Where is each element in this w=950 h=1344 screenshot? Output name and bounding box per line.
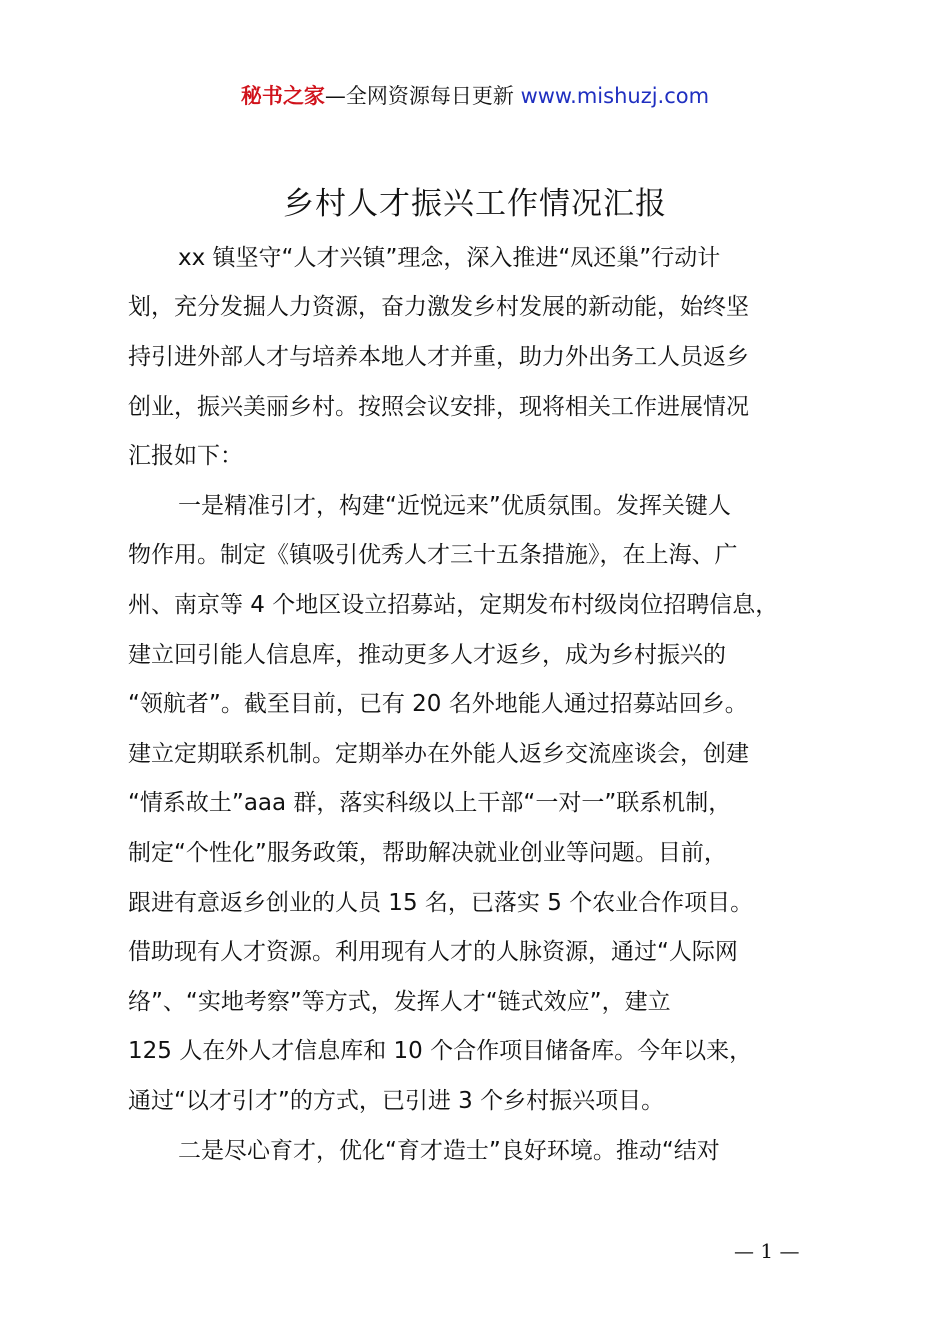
site-url-link[interactable]: www.mishuzj.com xyxy=(520,84,710,108)
text-line: 持引进外部人才与培养本地人才并重，助力外出务工人员返乡 xyxy=(128,344,749,370)
site-header xyxy=(0,80,950,112)
site-brand: 秘书之家 xyxy=(240,84,325,108)
text-line: 络”、“实地考察”等方式，发挥人才“链式效应”，建立 xyxy=(128,989,671,1015)
text-line: 一是精准引才，构建“近悦远来”优质氛围。发挥关键人 xyxy=(178,493,731,519)
text-line: 汇报如下： xyxy=(128,443,243,469)
text-line: xx 镇坚守“人才兴镇”理念，深入推进“凤还巢”行动计 xyxy=(178,245,721,271)
site-tagline: —全网资源每日更新 xyxy=(324,84,514,108)
text-line: “情系故土”aaa 群，落实科级以上干部“一对一”联系机制， xyxy=(128,790,732,816)
text-line: 借助现有人才资源。利用现有人才的人脉资源，通过“人际网 xyxy=(128,939,738,965)
text-line: 建立回引能人信息库，推动更多人才返乡，成为乡村振兴的 xyxy=(128,642,726,668)
text-line: 物作用。制定《镇吸引优秀人才三十五条措施》，在上海、广 xyxy=(128,542,738,568)
page-number: — 1 — xyxy=(734,1239,800,1263)
text-line: 跟进有意返乡创业的人员 15 名，已落实 5 个农业合作项目。 xyxy=(128,890,754,916)
text-line: 125 人在外人才信息库和 10 个合作项目储备库。今年以来， xyxy=(128,1038,753,1064)
text-line: 建立定期联系机制。定期举办在外能人返乡交流座谈会，创建 xyxy=(128,741,749,767)
text-line: 制定“个性化”服务政策，帮助解决就业创业等问题。目前， xyxy=(128,840,727,866)
document-title: 乡村人才振兴工作情况汇报 xyxy=(283,186,667,222)
text-line: 二是尽心育才，优化“育才造士”良好环境。推动“结对 xyxy=(178,1138,720,1164)
text-line: “领航者”。截至目前，已有 20 名外地能人通过招募站回乡。 xyxy=(128,691,748,717)
text-line: 通过“以才引才”的方式，已引进 3 个乡村振兴项目。 xyxy=(128,1088,665,1114)
text-line: 创业，振兴美丽乡村。按照会议安排，现将相关工作进展情况 xyxy=(128,394,749,420)
text-line: 州、南京等 4 个地区设立招募站，定期发布村级岗位招聘信息， xyxy=(128,592,779,618)
text-line: 划，充分发掘人力资源，奋力激发乡村发展的新动能，始终坚 xyxy=(128,294,749,320)
